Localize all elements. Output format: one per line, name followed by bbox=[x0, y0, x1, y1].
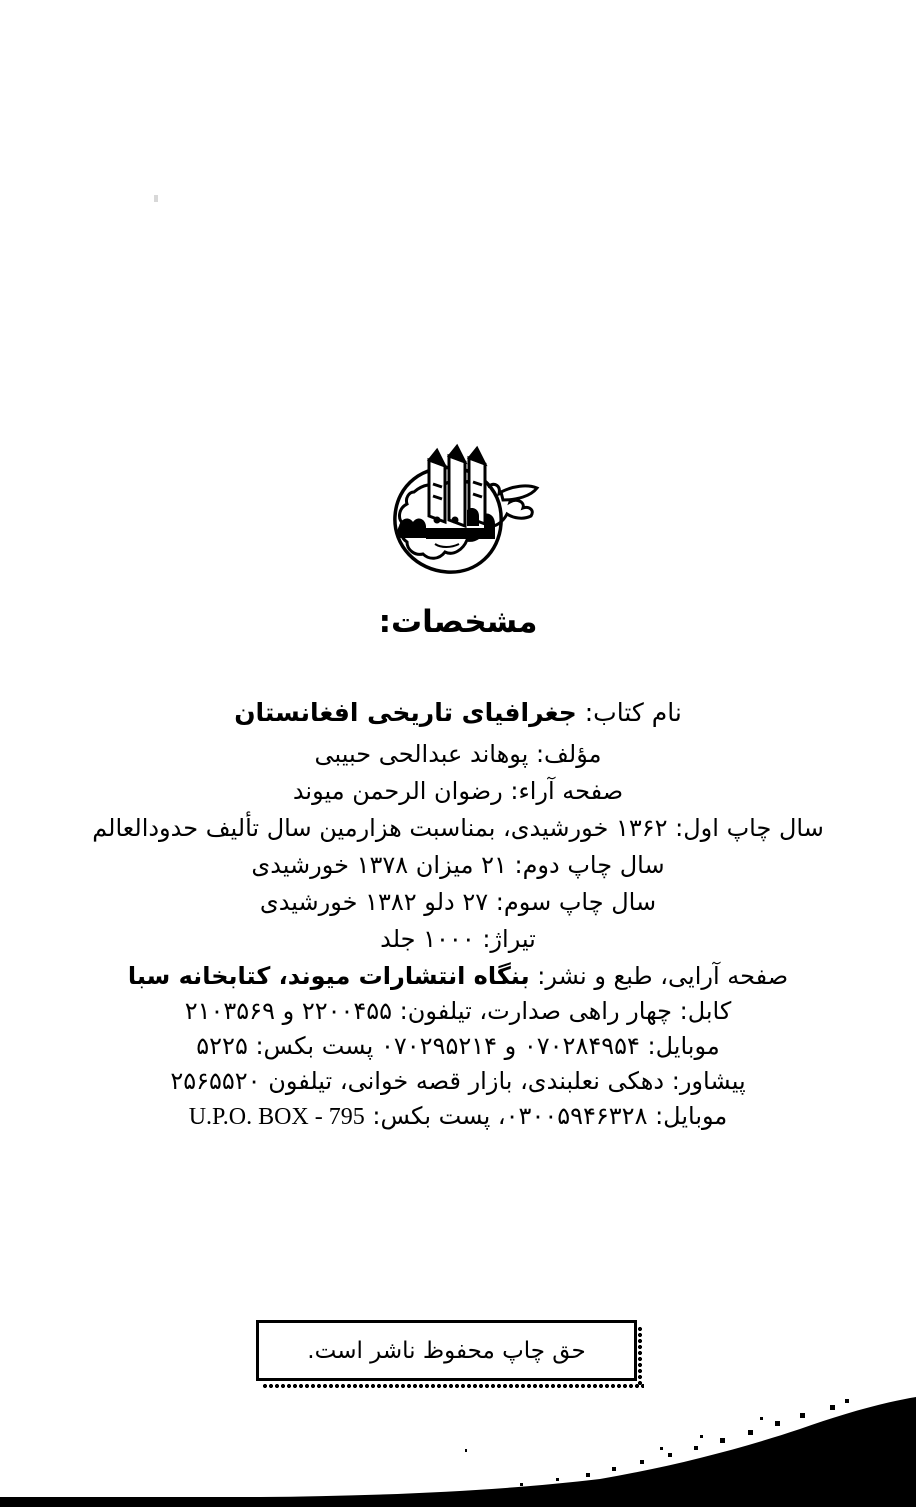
title-label: نام کتاب: bbox=[584, 698, 682, 727]
detail-row-third-print bbox=[58, 890, 858, 914]
author-value: پوهاند عبدالحی حبیبی bbox=[314, 740, 529, 768]
third-print-value: ۲۷ دلو ۱۳۸۲ خورشیدی bbox=[259, 888, 489, 916]
copyright-notice-box bbox=[256, 1320, 637, 1381]
print-run-label: تیراژ: bbox=[482, 925, 536, 953]
first-print-label: سال چاپ اول: bbox=[675, 814, 824, 842]
scan-speck bbox=[154, 195, 158, 202]
second-print-label: سال چاپ دوم: bbox=[514, 851, 665, 879]
third-print-label: سال چاپ سوم: bbox=[495, 888, 657, 916]
maiwand-logo-icon bbox=[371, 440, 546, 585]
detail-row-peshawar-address: پیشاور: دهکی نعلبندی، بازار قصه خوانی، تیلفون ۲۵۶۵۵۲۰ bbox=[170, 1067, 746, 1095]
detail-row-kabul-mobile: موبایل: ۰۷۰۲۸۴۹۵۴ و ۰۷۰۲۹۵۲۱۴ پست بکس: ۵۲۲۵ bbox=[196, 1032, 720, 1060]
detail-row-first-print bbox=[58, 816, 858, 840]
publisher-value: بنگاه انتشارات میوند، کتابخانه سبا bbox=[127, 962, 530, 990]
scan-edge-artifact bbox=[0, 1397, 916, 1507]
detail-row-layout bbox=[58, 779, 858, 803]
copyright-box-shadow-bottom bbox=[263, 1383, 644, 1390]
detail-row-kabul-address: کابل: چهار راهی صدارت، تیلفون: ۲۲۰۰۴۵۵ و ۲۱۰۳۵۶۹ bbox=[184, 997, 732, 1025]
copyright-notice-text: حق چاپ محفوظ ناشر است. bbox=[307, 1337, 586, 1364]
detail-row-author bbox=[58, 742, 858, 766]
page-title: مشخصات: bbox=[378, 604, 538, 640]
detail-row-second-print bbox=[58, 853, 858, 877]
second-print-value: ۲۱ میزان ۱۳۷۸ خورشیدی bbox=[251, 851, 507, 879]
print-run-value: ۱۰۰۰ جلد bbox=[380, 925, 475, 953]
detail-row-title bbox=[58, 700, 858, 725]
publisher-label: صفحه آرایی، طبع و نشر: bbox=[537, 962, 789, 990]
detail-row-peshawar-mobile bbox=[58, 1104, 858, 1129]
title-value: جغرافیای تاریخی افغانستان bbox=[234, 698, 577, 727]
layout-value: رضوان الرحمن میوند bbox=[292, 777, 503, 805]
detail-row-publisher bbox=[58, 964, 858, 988]
author-label: مؤلف: bbox=[535, 740, 602, 768]
peshawar-mobile-prefix: موبایل: ۰۳۰۰۵۹۴۶۳۲۸، پست بکس: bbox=[372, 1102, 728, 1130]
copyright-box-shadow-right bbox=[637, 1327, 644, 1385]
layout-label: صفحه آراء: bbox=[510, 777, 624, 805]
detail-row-print-run bbox=[58, 927, 858, 951]
first-print-value: ۱۳۶۲ خورشیدی، بمناسبت هزارمین سال تألیف حدودالعالم bbox=[92, 814, 668, 842]
po-box-value: U.P.O. BOX - 795 bbox=[188, 1104, 365, 1130]
colophon-details bbox=[58, 700, 858, 1129]
publisher-logo bbox=[0, 440, 916, 589]
